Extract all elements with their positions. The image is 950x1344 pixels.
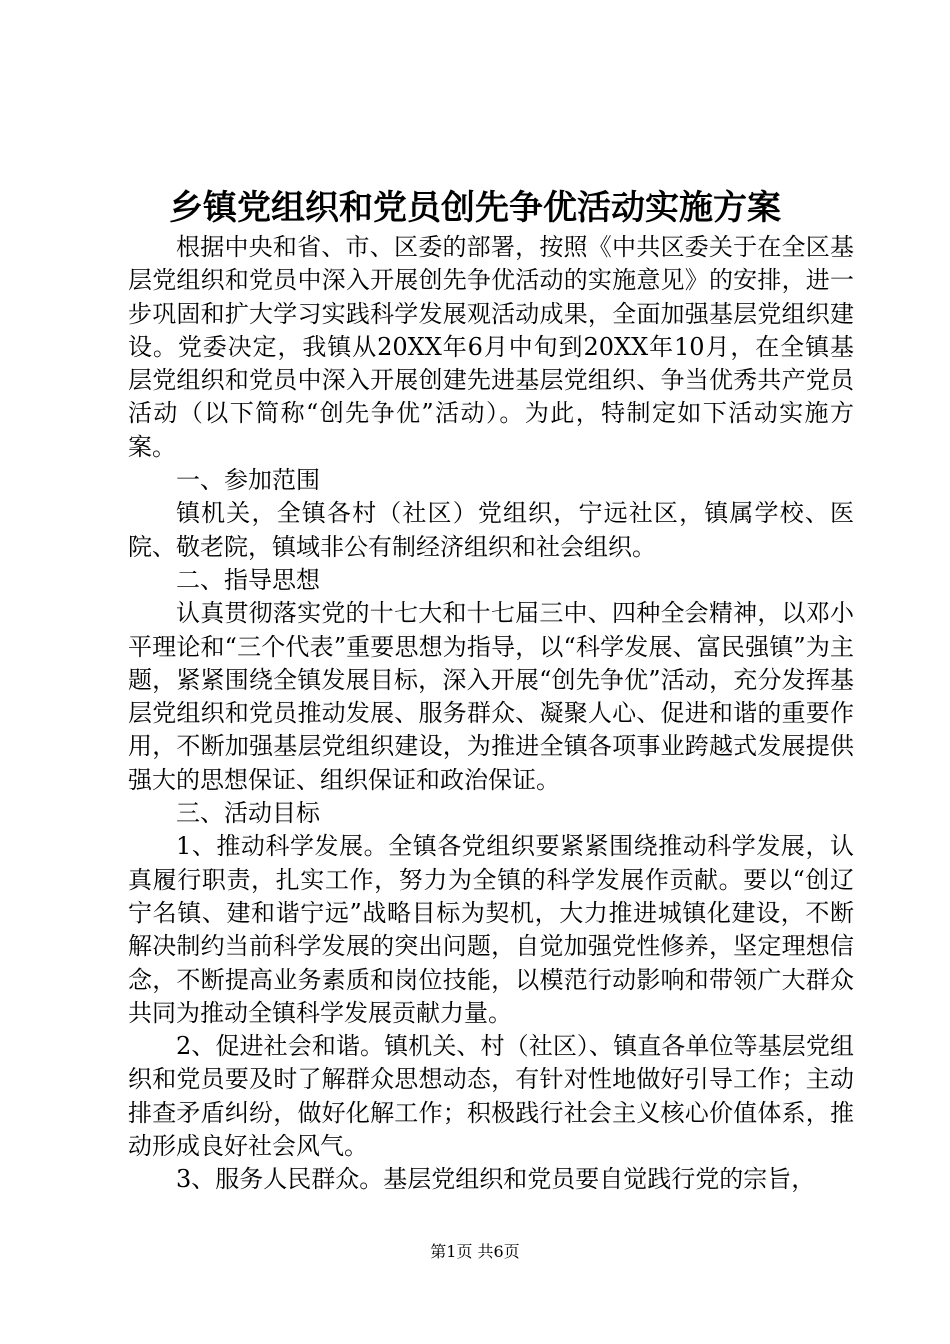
document-body (128, 231, 854, 1197)
paragraph-goal-3: 3、服务人民群众。基层党组织和党员要自觉践行党的宗旨， (176, 1165, 816, 1194)
paragraph-goal-1: 1、推动科学发展。全镇各党组织要紧紧围绕推动科学发展，认真履行职责，扎实工作，努力为全镇的科学发展作贡献。要以“创辽宁名镇、建和谐宁远”战略目标为契机，大力推进城镇化建设，不断解决制约当前科学发展的突出问题，自觉加强党性修养，坚定理想信念，不断提高业务素质和岗位技能，以模范行动影响和带领广大群众共同为推动全镇科学发展贡献力量。 (128, 832, 854, 1027)
paragraph-guiding-thought: 认真贯彻落实党的十七大和十七届三中、四种全会精神，以邓小平理论和“三个代表”重要思想为指导，以“科学发展、富民强镇”为主题，紧紧围绕全镇发展目标，深入开展“创先争优”活动，充分发挥基层党组织和党员推动发展、服务群众、凝聚人心、促进和谐的重要作用，不断加强基层党组织建设，为推进全镇各项事业跨越式发展提供强大的思想保证、组织保证和政治保证。 (128, 599, 854, 794)
page-number-footer: 第1页 共6页 (430, 1242, 520, 1261)
section-heading-guiding-thought: 二、指导思想 (176, 565, 320, 594)
section-heading-goals: 三、活动目标 (176, 799, 320, 828)
paragraph-intro: 根据中央和省、市、区委的部署，按照《中共区委关于在全区基层党组织和党员中深入开展创先争优活动的实施意见》的安排，进一步巩固和扩大学习实践科学发展观活动成果，全面加强基层党组织建设。党委决定，我镇从20XX年6月中旬到20XX年10月，在全镇基层党组织和党员中深入开展创建先进基层党组织、争当优秀共产党员活动（以下简称“创先争优”活动）。为此，特制定如下活动实施方案。 (128, 233, 854, 461)
document-title: 乡镇党组织和党员创先争优活动实施方案 (169, 188, 781, 228)
paragraph-goal-2: 2、促进社会和谐。镇机关、村（社区）、镇直各单位等基层党组织和党员要及时了解群众思想动态，有针对性地做好引导工作；主动排查矛盾纠纷，做好化解工作；积极践行社会主义核心价值体系，推动形成良好社会风气。 (128, 1032, 854, 1161)
section-heading-scope: 一、参加范围 (176, 466, 320, 495)
paragraph-scope: 镇机关，全镇各村（社区）党组织，宁远社区，镇属学校、医院、敬老院，镇域非公有制经济组织和社会组织。 (128, 499, 854, 561)
